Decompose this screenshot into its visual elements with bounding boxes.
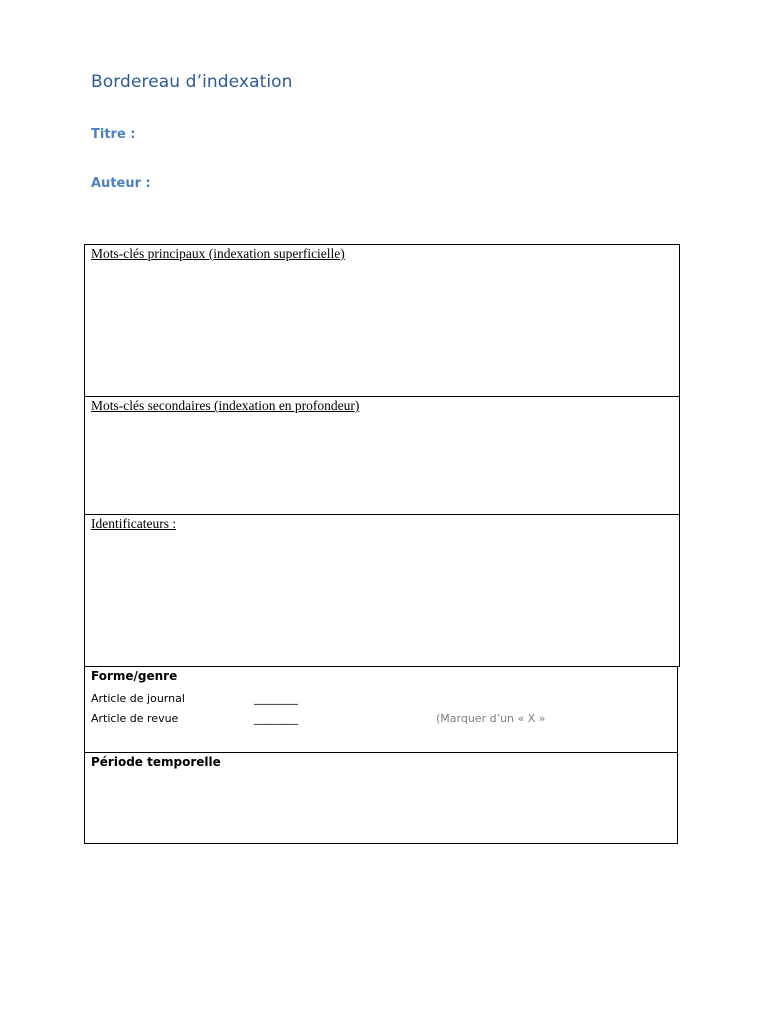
marquer-note: (Marquer d’un « X »	[436, 712, 546, 725]
option-article-revue-blank: ________	[254, 712, 298, 725]
option-article-revue-label: Article de revue	[91, 712, 179, 725]
forme-genre-box	[84, 666, 678, 753]
option-article-journal-label: Article de journal	[91, 692, 185, 705]
forme-genre-heading: Forme/genre	[91, 669, 178, 683]
auteur-label: Auteur :	[91, 176, 151, 191]
periode-temporelle-box	[84, 752, 678, 844]
titre-label: Titre :	[91, 127, 136, 142]
mots-cles-secondaires-box	[84, 396, 680, 515]
mots-cles-secondaires-label: Mots-clés secondaires (indexation en profondeur)	[91, 398, 360, 413]
mots-cles-principaux-label: Mots-clés principaux (indexation superficielle)	[91, 246, 345, 261]
option-article-journal-blank: ________	[254, 692, 298, 705]
periode-temporelle-heading: Période temporelle	[91, 755, 221, 769]
identificateurs-box	[84, 514, 680, 667]
identificateurs-label: Identificateurs :	[91, 516, 177, 531]
mots-cles-principaux-box	[84, 244, 680, 397]
document-title: Bordereau d’indexation	[91, 72, 293, 92]
